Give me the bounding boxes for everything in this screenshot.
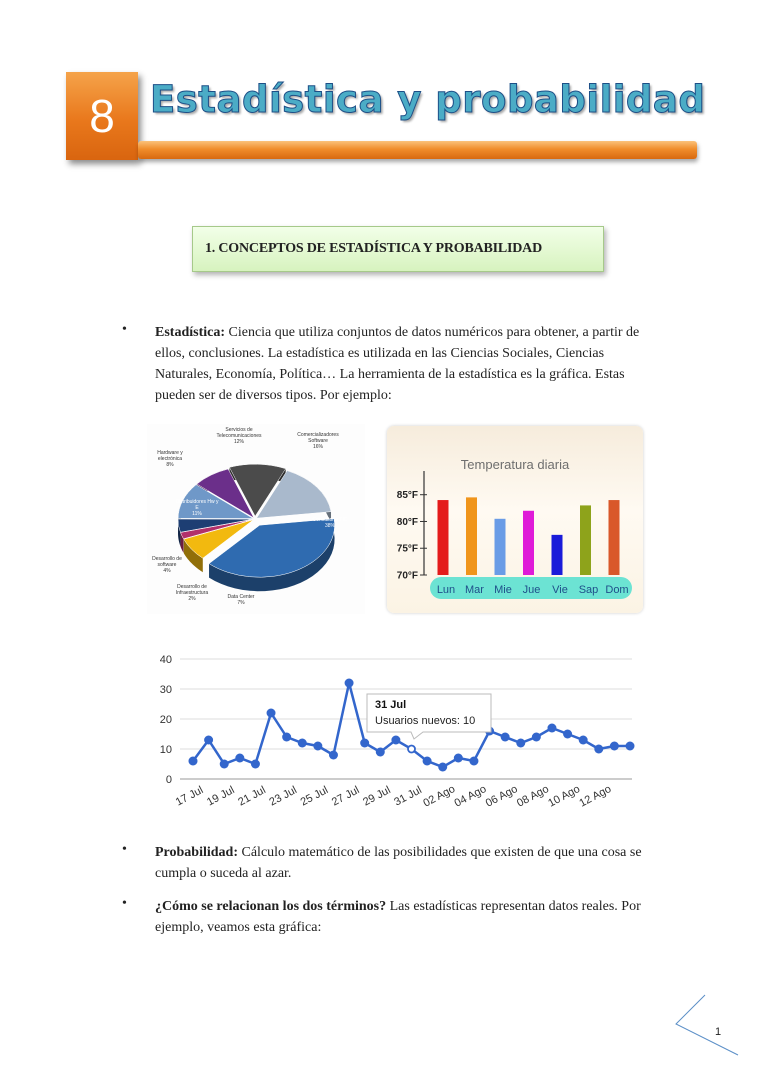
- text-probabilidad: Cálculo matemático de las posibilidades que existen de que una cosa se cumpla o suceda al azar.: [155, 845, 642, 881]
- bar: [609, 500, 620, 575]
- line-point[interactable]: [438, 763, 447, 772]
- line-point[interactable]: [251, 760, 260, 769]
- bar-category-label: Jue: [522, 584, 541, 596]
- section-heading: 1. CONCEPTOS DE ESTADÍSTICA Y PROBABILIDAD: [205, 241, 543, 256]
- line-point[interactable]: [298, 739, 307, 748]
- line-chart: [150, 646, 640, 816]
- line-point[interactable]: [469, 757, 478, 766]
- pie-label-datacenter: Data Center 7%: [227, 594, 255, 606]
- bar-y-tick-label: 80°F: [396, 516, 418, 528]
- line-point[interactable]: [220, 760, 229, 769]
- line-point[interactable]: [282, 733, 291, 742]
- line-point[interactable]: [204, 736, 213, 745]
- pie-label-infraestructura: Desarrollo de Infraestructura 2%: [175, 584, 209, 602]
- line-point[interactable]: [376, 748, 385, 757]
- line-x-tick-label: 23 Jul: [267, 784, 300, 809]
- line-point[interactable]: [329, 751, 338, 760]
- bar-category-label: Mar: [465, 584, 484, 596]
- line-x-tick-label: 10 Ago: [546, 783, 583, 810]
- line-point[interactable]: [345, 679, 354, 688]
- bar-category-label: Mie: [494, 584, 512, 596]
- line-point[interactable]: [626, 742, 635, 751]
- pie-label-distribuidores: Distribuidores Hw y E 11%: [175, 499, 219, 517]
- term-relacion: ¿Cómo se relacionan los dos términos?: [155, 899, 387, 914]
- bar: [580, 505, 591, 575]
- line-point[interactable]: [391, 736, 400, 745]
- line-x-tick-label: 25 Jul: [298, 784, 331, 809]
- chapter-number: 8: [89, 90, 115, 142]
- line-x-tick-label: 06 Ago: [483, 783, 520, 810]
- pie-label-software: Desarrollo de software 4%: [152, 556, 182, 574]
- paragraph-probabilidad: [155, 842, 650, 884]
- pie-label-consultoria: Consultoría TIC 38%: [312, 517, 348, 529]
- line-x-tick-label: 29 Jul: [361, 784, 393, 809]
- bullet-icon: •: [122, 896, 127, 911]
- tooltip-date: 31 Jul: [375, 699, 407, 711]
- line-x-tick-label: 17 Jul: [173, 784, 206, 809]
- chapter-number-badge: [66, 72, 138, 160]
- line-x-tick-label: 04 Ago: [452, 783, 489, 810]
- bar-category-label: Lun: [436, 584, 456, 596]
- line-x-tick-label: 31 Jul: [392, 784, 424, 809]
- line-chart-svg: [150, 646, 640, 816]
- line-x-tick-label: 08 Ago: [515, 783, 551, 810]
- section-heading-box: [192, 226, 604, 272]
- line-y-tick-label: 10: [159, 744, 172, 756]
- line-x-tick-label: 02 Ago: [421, 783, 458, 810]
- bar-category-label: Sap: [578, 584, 599, 596]
- line-point[interactable]: [547, 724, 556, 733]
- pie-label-telecom: Servicios de Telecomunicaciones 12%: [216, 427, 262, 445]
- bullet-icon: •: [122, 842, 127, 857]
- line-x-tick-label: 21 Jul: [236, 784, 268, 809]
- tooltip-value: Usuarios nuevos: 10: [375, 715, 476, 727]
- page-number-marker: [675, 994, 739, 1056]
- bar-chart-svg: [387, 426, 643, 613]
- line-point[interactable]: [360, 739, 369, 748]
- line-y-tick-label: 40: [159, 654, 172, 666]
- line-y-tick-label: 20: [159, 714, 172, 726]
- bar-chart-title: Temperatura diaria: [460, 457, 570, 472]
- line-y-tick-label: 0: [165, 774, 172, 786]
- bar-category-label: Dom: [605, 584, 629, 596]
- line-point[interactable]: [594, 745, 603, 754]
- bar-chart: [387, 426, 643, 613]
- line-x-tick-label: 27 Jul: [329, 784, 362, 809]
- line-point[interactable]: [579, 736, 588, 745]
- term-probabilidad: Probabilidad:: [155, 845, 238, 860]
- text-relacion: Las estadísticas representan datos reales. Por ejemplo, veamos esta gráfica:: [155, 899, 641, 935]
- pie-label-comercializadores: Comercializadores Software 16%: [297, 432, 339, 450]
- header-bar: [138, 141, 697, 159]
- pie-chart: [147, 424, 365, 614]
- page-title: Estadística y probabilidad: [150, 78, 706, 121]
- line-point[interactable]: [408, 746, 415, 753]
- line-point[interactable]: [610, 742, 619, 751]
- line-point[interactable]: [189, 757, 198, 766]
- pie-label-hardware: Hardware y electrónica 8%: [157, 450, 183, 468]
- term-estadistica: Estadística:: [155, 325, 225, 340]
- bar: [495, 519, 506, 575]
- line-point[interactable]: [454, 754, 463, 763]
- bar: [523, 511, 534, 575]
- bar: [552, 535, 563, 575]
- line-point[interactable]: [267, 709, 276, 718]
- bar: [438, 500, 449, 575]
- line-point[interactable]: [501, 733, 510, 742]
- bullet-icon: •: [122, 322, 127, 337]
- bar-y-tick-label: 75°F: [396, 543, 418, 555]
- bar-category-label: Vie: [552, 584, 568, 596]
- page-number: 1: [715, 1026, 722, 1038]
- line-point[interactable]: [235, 754, 244, 763]
- line-point[interactable]: [313, 742, 322, 751]
- line-y-tick-label: 30: [159, 684, 172, 696]
- line-point[interactable]: [516, 739, 525, 748]
- bar: [466, 497, 477, 575]
- line-point[interactable]: [423, 757, 432, 766]
- text-estadistica: Ciencia que utiliza conjuntos de datos numéricos para obtener, a partir de ellos, conclusiones. La estadística es utilizada en las Ciencias Sociales, Ciencias Naturales, Economía, Política… La herramienta de la estadística es la gráfica. Estas pueden ser de diversos tipos. Por ejemplo:: [155, 325, 640, 403]
- bar-y-tick-label: 70°F: [396, 570, 418, 582]
- line-point[interactable]: [563, 730, 572, 739]
- paragraph-estadistica: [155, 322, 650, 406]
- line-x-tick-label: 12 Ago: [577, 783, 614, 810]
- bar-y-tick-label: 85°F: [396, 490, 418, 502]
- paragraph-relacion: [155, 896, 650, 938]
- line-point[interactable]: [532, 733, 541, 742]
- line-x-tick-label: 19 Jul: [205, 784, 237, 809]
